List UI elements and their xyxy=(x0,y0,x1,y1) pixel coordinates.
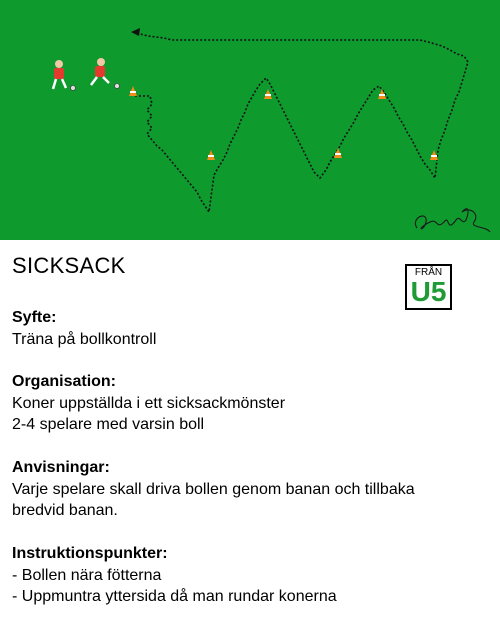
player xyxy=(53,60,76,91)
cone xyxy=(264,89,272,99)
dribble-path xyxy=(135,32,468,212)
section-line: - Uppmuntra yttersida då man rundar konerna xyxy=(12,588,337,605)
player xyxy=(91,58,120,89)
cone xyxy=(334,148,342,158)
section-organisation xyxy=(12,371,285,436)
section-heading: Instruktionspunkter: xyxy=(12,545,168,562)
section-line: Träna på bollkontroll xyxy=(12,330,157,348)
section-heading: Organisation: xyxy=(12,373,117,390)
section-coaching-points xyxy=(12,543,337,608)
cone xyxy=(378,89,386,99)
cone xyxy=(129,86,137,96)
section-line: Varje spelare skall driva bollen genom banan och tillbaka xyxy=(12,480,415,498)
section-line: Koner uppställda i ett sicksackmönster xyxy=(12,394,286,412)
drill-title: SICKSACK xyxy=(12,253,126,278)
age-badge-from: FRÅN xyxy=(414,267,443,278)
drill-diagram xyxy=(0,0,500,240)
section-line: - Bollen nära fötterna xyxy=(12,566,162,584)
signature xyxy=(415,209,490,232)
age-badge xyxy=(405,264,452,310)
section-line: 2-4 spelare med varsin boll xyxy=(12,416,205,433)
cone xyxy=(207,150,215,160)
cone xyxy=(430,150,438,160)
path-arrow-head xyxy=(131,28,140,36)
age-badge-level: U5 xyxy=(410,276,447,307)
pitch-illustration xyxy=(0,0,500,240)
section-line: bredvid banan. xyxy=(12,502,118,519)
section-heading: Anvisningar: xyxy=(12,459,110,476)
section-purpose xyxy=(12,307,156,350)
section-instructions xyxy=(12,457,415,522)
section-heading: Syfte: xyxy=(12,309,57,326)
